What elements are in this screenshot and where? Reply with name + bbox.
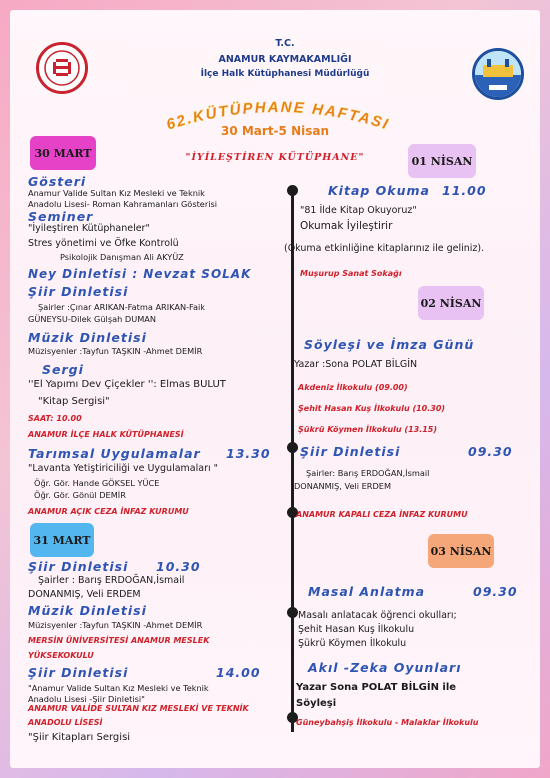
masal-time: 09.30 (473, 584, 518, 599)
muzik2-heading: Müzik Dinletisi (28, 603, 147, 618)
timeline-line (291, 194, 294, 732)
okuma-time: 11.00 (442, 183, 487, 198)
akil-place: Güneybahşiş İlkokulu - Malaklar İlkokulu (296, 718, 479, 727)
tarim-line-2: Öğr. Gör. Hande GÖKSEL YÜCE (34, 478, 160, 488)
siir-line-2: DONANMIŞ, Veli ERDEM (294, 481, 392, 491)
date-badge-30-mart (30, 136, 96, 170)
siir2-time: 10.30 (156, 559, 201, 574)
siir-line-1: Şairler: Barış ERDOĞAN,İsmail (306, 468, 430, 478)
sergi-line-1: ''El Yapımı Dev Çiçekler '': Elmas BULUT (28, 379, 226, 390)
date-badge-label: 02 NİSAN (420, 296, 482, 310)
poster (10, 10, 540, 768)
event-theme: "İYİLEŞTİREN KÜTÜPHANE" (185, 152, 365, 163)
okuma-line-3: (Okuma etkinliğine kitaplarınız ile geliniz). (284, 243, 485, 254)
tarim-line-3: Öğr. Gör. Gönül DEMİR (34, 490, 126, 500)
sergi-place: ANAMUR İLÇE HALK KÜTÜPHANESİ (28, 430, 184, 439)
gosteri-heading: Gösteri (28, 174, 87, 189)
date-badge-label: 30 MART (34, 146, 92, 160)
header-kaymakamlik: ANAMUR KAYMAKAMLIĞI (218, 54, 352, 65)
masal-heading: Masal Anlatma (308, 584, 426, 599)
masal-line-3: Şükrü Köymen İlkokulu (298, 638, 407, 649)
library-logo (472, 48, 524, 100)
timeline-dot (287, 607, 298, 618)
date-badge-01-nisan (408, 144, 476, 178)
date-badge-label: 31 MART (33, 533, 91, 547)
date-badge-02-nisan (418, 286, 484, 320)
okuma-line-1: "81 İlde Kitap Okuyoruz" (300, 205, 417, 216)
siir3-place-1: ANAMUR VALİDE SULTAN KIZ MESLEKİ VE TEKNİK (28, 704, 249, 713)
event-title: 62.KÜTÜPHANE HAFTASI (164, 98, 392, 134)
seminer-line-3: Psikolojik Danışman Ali AKYÜZ (60, 252, 184, 262)
siir3-line-1: "Anamur Valide Sultan Kız Mesleki ve Teknik (28, 683, 209, 693)
sergi-time: SAAT: 10.00 (28, 414, 82, 423)
muzik1-heading: Müzik Dinletisi (28, 330, 147, 345)
sergi-heading: Sergi (42, 362, 84, 377)
siir-kitaplari-sergisi: "Şiir Kitapları Sergisi (28, 732, 131, 743)
tarim-heading: Tarımsal Uygulamalar (28, 446, 201, 461)
seminer-line-1: "İyileştiren Kütüphaneler" (28, 223, 150, 234)
soylesi-place-2: Şehit Hasan Kuş İlkokulu (10.30) (298, 404, 446, 413)
okuma-heading: Kitap Okuma (328, 183, 430, 198)
header-tc: T.C. (275, 38, 295, 49)
seminer-heading: Seminer (28, 209, 94, 224)
siir2-line-1: Şairler : Barış ERDOĞAN,İsmail (38, 575, 185, 586)
header-mudurluk: İlçe Halk Kütüphanesi Müdürlüğü (200, 69, 370, 79)
tarim-line-1: "Lavanta Yetiştiriciliği ve Uygulamaları " (28, 463, 218, 474)
ney-heading: Ney Dinletisi : Nevzat SOLAK (28, 267, 252, 281)
soylesi-place-1: Akdeniz İlkokulu (09.00) (298, 383, 408, 392)
siir1-line-2: GÜNEYSU-Dilek Gülşah DUMAN (28, 314, 156, 324)
siir2-heading: Şiir Dinletisi (28, 559, 129, 574)
soylesi-place-3: Şükrü Köymen İlkokulu (13.15) (298, 425, 438, 434)
ministry-logo (36, 42, 88, 94)
muzik1-line-1: Müzisyenler :Tayfun TAŞKIN -Ahmet DEMİR (28, 346, 203, 356)
muzik2-line-1: Müzisyenler :Tayfun TAŞKIN -Ahmet DEMİR (28, 620, 203, 630)
tarim-place: ANAMUR AÇIK CEZA İNFAZ KURUMU (28, 507, 189, 516)
seminer-line-2: Stres yönetimi ve Öfke Kontrolü (28, 238, 179, 249)
date-badge-label: 01 NİSAN (411, 154, 473, 168)
siir3-line-2: Anadolu Lisesi -Şiir Dinletisi" (28, 694, 145, 704)
masal-line-1: Masalı anlatacak öğrenci okulları; (298, 610, 457, 621)
event-dates: 30 Mart-5 Nisan (220, 124, 330, 138)
siir3-place-2: ANADOLU LİSESİ (28, 718, 103, 727)
siir3-time: 14.00 (216, 665, 261, 680)
siir1-line-1: Şairler :Çınar ARIKAN-Fatma ARIKAN-Faik (38, 302, 206, 312)
muzik2-place-1: MERSİN ÜNİVERSİTESİ ANAMUR MESLEK (28, 636, 210, 645)
okuma-line-2: Okumak İyileştirir (300, 220, 393, 232)
date-badge-31-mart (30, 523, 94, 557)
siir3-heading: Şiir Dinletisi (28, 665, 129, 680)
akil-heading: Akıl -Zeka Oyunları (308, 660, 462, 675)
soylesi-line-1: Yazar :Sona POLAT BİLGİN (294, 359, 418, 370)
akil-line-2: Söyleşi (296, 698, 337, 709)
timeline-dot (287, 185, 298, 196)
timeline-dot (287, 442, 298, 453)
siir-heading: Şiir Dinletisi (300, 444, 401, 459)
siir1-heading: Şiir Dinletisi (28, 284, 129, 299)
date-badge-03-nisan (428, 534, 494, 568)
akil-line-1: Yazar Sona POLAT BİLGİN ile (296, 682, 457, 693)
muzik2-place-2: YÜKSEKOKULU (28, 651, 94, 660)
gosteri-line-1: Anamur Valide Sultan Kız Mesleki ve Teknik (28, 188, 205, 198)
siir2-line-2: DONANMIŞ, Veli ERDEM (28, 589, 141, 600)
sergi-line-2: "Kitap Sergisi" (38, 396, 110, 407)
gosteri-line-2: Anadolu Lisesi- Roman Kahramanları Gösterisi (28, 199, 218, 209)
date-badge-label: 03 NİSAN (430, 544, 492, 558)
tarim-time: 13.30 (226, 446, 271, 461)
okuma-place: Muşurup Sanat Sokağı (300, 269, 402, 278)
siir-place: ANAMUR KAPALI CEZA İNFAZ KURUMU (296, 510, 468, 519)
siir-time: 09.30 (468, 444, 513, 459)
masal-line-2: Şehit Hasan Kuş İlkokulu (298, 624, 415, 635)
soylesi-heading: Söyleşi ve İmza Günü (304, 337, 475, 352)
